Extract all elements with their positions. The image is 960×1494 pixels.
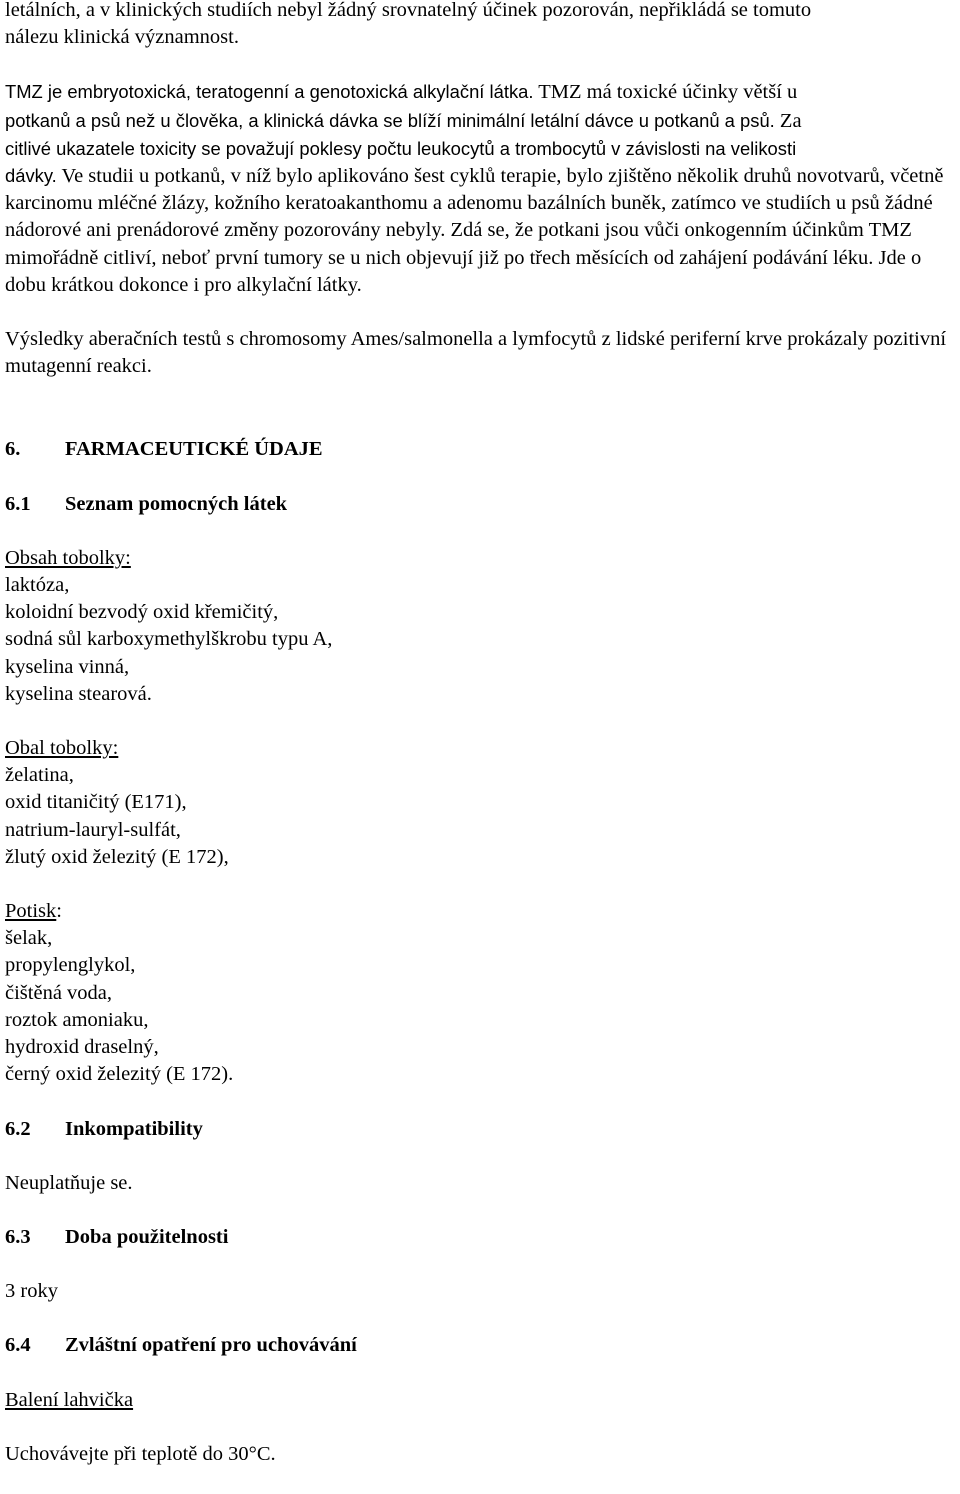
storage-subheading: Balení lahvička <box>5 1388 134 1411</box>
imprint-label-suffix: : <box>56 900 62 923</box>
list-item: žlutý oxid železitý (E 172), <box>5 845 229 868</box>
section-heading-6-1 <box>5 491 950 518</box>
list-item: čištěná voda, <box>5 981 113 1004</box>
section-title: Doba použitelnosti <box>65 1225 229 1248</box>
paragraph-toxicology <box>5 78 950 299</box>
text-span: TMZ má toxické účinky větší u <box>533 81 798 104</box>
text-span: TMZ je embryotoxická, teratogenní a genotoxická alkylační látka. <box>5 81 534 103</box>
section-number: 6.4 <box>5 1334 31 1357</box>
section-title: Seznam pomocných látek <box>65 492 288 515</box>
section-heading-6-2 <box>5 1116 950 1143</box>
list-item: želatina, <box>5 764 74 787</box>
section-heading-6 <box>5 436 950 463</box>
list-item: sodná sůl karboxymethylškrobu typu A, <box>5 628 333 651</box>
capsule-content-block <box>5 545 950 708</box>
list-item: kyselina vinná, <box>5 655 130 678</box>
section-title: Inkompatibility <box>65 1117 203 1140</box>
imprint-label: Potisk <box>5 900 57 923</box>
text-line: nálezu klinická významnost. <box>5 26 239 49</box>
text-span: Za <box>774 109 802 132</box>
text-span: dávky. <box>5 165 57 187</box>
storage-text: Uchovávejte při teplotě do 30°C. <box>5 1442 276 1465</box>
text-span: citlivé ukazatele toxicity se považují poklesy počtu leukocytů a trombocytů v závislosti na velikosti <box>5 137 797 159</box>
list-item: šelak, <box>5 927 53 950</box>
paragraph-continued <box>5 0 950 51</box>
list-item: koloidní bezvodý oxid křemičitý, <box>5 601 279 624</box>
section-title: Zvláštní opatření pro uchovávání <box>65 1334 357 1357</box>
list-item: černý oxid železitý (E 172). <box>5 1063 234 1086</box>
text-span: Ve studii u potkanů, v níž bylo aplikováno šest cyklů terapie, bylo zjištěno několik druhů novotvarů, včetně karcinomu mléčné žlázy, kožního keratoakanthomu a adenomu bazálních buněk, zatímco ve studiích u psů žádné nádorové ani prenádorové změny pozorovány nebyly. Zdá se, že potkani jsou vůči onkogenním účinkům TMZ mimořádně citliví, neboť první tumory se u nich objevují již po třech měsících od zahájení podávání léku. Jde o dobu krátkou dokonce i pro alkylační látky. <box>5 165 944 296</box>
text-line: letálních, a v klinických studiích nebyl žádný srovnatelný účinek pozorován, nepřikládá se tomuto <box>5 0 812 21</box>
incompatibility-text: Neuplatňuje se. <box>5 1171 133 1194</box>
section-number: 6.2 <box>5 1117 31 1140</box>
document-page <box>5 0 950 1468</box>
list-item: oxid titaničitý (E171), <box>5 791 187 814</box>
list-item: hydroxid draselný, <box>5 1036 159 1059</box>
list-item: propylenglykol, <box>5 954 136 977</box>
paragraph-mutagenicity: Výsledky aberačních testů s chromosomy Ames/salmonella a lymfocytů z lidské periferní krve prokázaly pozitivní mutagenní reakci. <box>5 328 947 378</box>
capsule-content-label: Obsah tobolky: <box>5 546 131 569</box>
capsule-shell-block <box>5 735 950 871</box>
section-heading-6-4 <box>5 1332 950 1359</box>
list-item: laktóza, <box>5 574 70 597</box>
list-item: natrium-lauryl-sulfát, <box>5 818 181 841</box>
section-title: FARMACEUTICKÉ ÚDAJE <box>65 438 323 461</box>
section-number: 6.1 <box>5 492 31 515</box>
section-heading-6-3 <box>5 1224 950 1251</box>
shelf-life-text: 3 roky <box>5 1280 58 1303</box>
imprint-block <box>5 898 950 1088</box>
list-item: kyselina stearová. <box>5 682 152 705</box>
section-number: 6.3 <box>5 1225 31 1248</box>
section-number: 6. <box>5 438 21 461</box>
text-span: potkanů a psů než u člověka, a klinická dávka se blíží minimální letální dávce u potkanů a psů. <box>5 109 775 131</box>
capsule-shell-label: Obal tobolky: <box>5 737 119 760</box>
list-item: roztok amoniaku, <box>5 1008 149 1031</box>
